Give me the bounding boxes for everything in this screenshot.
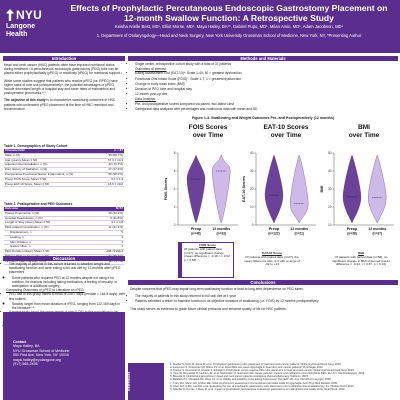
discussion-item: • PEG use in this group lasted a mean of 208.7 days (median = 164.5 days), with few outliers bbox=[9, 292, 125, 300]
reference-item: 2. Langmore S, Krisciunas GP, Miloro KV, et al. Does PEG use cause dysphagia in head and neck cancer patients? Dysphagia. 2012. bbox=[173, 366, 399, 369]
eat-note bbox=[244, 252, 300, 267]
y-tick-label: 30 bbox=[249, 169, 254, 174]
table-value-cell: 42 (73.7%) bbox=[101, 163, 124, 168]
y-axis-label: BMI bbox=[320, 185, 324, 193]
y-tick-label: 6 bbox=[173, 169, 176, 174]
discussion-heading: Discussion bbox=[3, 256, 125, 261]
methods-outcomes-label: Outcomes of Interest: bbox=[135, 67, 167, 72]
violin-plots bbox=[128, 121, 398, 242]
references-panel bbox=[128, 363, 398, 400]
chart-title-line1: BMI bbox=[358, 124, 370, 131]
table-value-cell: 27 (47.4%) bbox=[101, 168, 124, 173]
discussion-sublist bbox=[4, 276, 125, 289]
table-value-cell: 5 bbox=[90, 230, 124, 235]
y-tick-label: 50 bbox=[327, 151, 332, 156]
nyu-langone-logo bbox=[6, 8, 58, 38]
table-value-cell: 9 (11.8%) bbox=[90, 216, 124, 221]
introduction-heading: Introduction bbox=[3, 56, 125, 61]
y-tick-label: 20 bbox=[327, 205, 332, 210]
y-axis-label: EAT-10 Scores bbox=[242, 175, 246, 203]
table-value-cell: 208.7±199.4 bbox=[90, 250, 124, 255]
chart-title-line2: over Time bbox=[192, 132, 224, 139]
demographics-table-header-cell: Characteristic bbox=[4, 149, 101, 153]
x-tick-label: 12 months bbox=[212, 227, 231, 231]
table2-caption: Table 2. Postoperative and PEG Outcomes bbox=[4, 202, 73, 206]
violin-shape bbox=[187, 155, 205, 223]
objective-text: is to characterize swallowing outcomes of HNC patients who underwent pPEG placement at the time of HNC resection and reconstruction. bbox=[4, 98, 116, 111]
y-tick-label: 20 bbox=[249, 187, 254, 192]
intro-paragraph-2: While some studies suggest that patients who receive pPEG (vs. RPEG) have higher rates of tube use postoperatively³, the potential advantages of pPEG include decreased length of hospital stay and lower rates of malnutrition and postoperative pneumonia.⁴·⁵ bbox=[4, 78, 118, 96]
poster-authors: Keisha Arielle Best, MS¹, Elliot Morse, MD¹, Maya Hatley, BA¹*, Gabriel Pupo, MD¹, Milan Amin, MD¹, Adam Jacobson, MD¹ bbox=[115, 24, 343, 29]
y-tick-label: 40 bbox=[327, 169, 332, 174]
y-tick-label: 0 bbox=[173, 223, 176, 228]
table-value-cell: 15 (43.2%) bbox=[90, 211, 124, 216]
methods-analysis-list bbox=[130, 102, 396, 111]
logo-langone-text: Langone bbox=[6, 23, 36, 30]
eat-note-text: Of patients with paired data (n=27), the mean difference was -0.4 with a range of -32 to +14 bbox=[244, 254, 300, 267]
methods-body bbox=[130, 62, 396, 112]
demographics-table-header-cell: n = 37 bbox=[101, 149, 124, 153]
violin-shape bbox=[368, 155, 386, 223]
sample-size-label: (n=33) bbox=[216, 231, 226, 236]
discussion-compare-label: Comparing Outcomes of pPEG to Literature on rPEG: bbox=[6, 288, 85, 293]
table-value-cell: 9.1 ± 4.8 bbox=[90, 221, 124, 226]
eat-note-title: EAT-10 Score bbox=[262, 251, 282, 255]
discussion-item: ◦ Some patients who required PEG at 12 months despite not using it for nutrition, for reasons including taking medication, a feeling of security, or anticipation of additional surgery bbox=[12, 276, 125, 289]
reference-item: 4. Yanni A, Dequanter D, Lechien JR, et al. Malnutrition in head and neck cancer patients: impacts and indications of a prophylactic PEG. Eur Ann Otorhinolaryngol. 2019. bbox=[173, 372, 399, 375]
table-value-cell: 11 (21.1%) bbox=[90, 226, 124, 231]
sample-size-label: (n=122) bbox=[268, 231, 280, 236]
contact-org: NYU Grossman School of Medicine bbox=[13, 348, 70, 353]
bmi-note bbox=[328, 252, 394, 267]
table-label-cell: PEG-related Complication, n (%) bbox=[4, 226, 90, 231]
outcomes-table-header-cell: Outcome bbox=[4, 207, 90, 211]
table-label-cell: Preop FOIS Score, Mean ± SD bbox=[4, 177, 101, 182]
sample-size-label: (n=21) bbox=[294, 231, 304, 236]
discussion-item: ◦ Notably longer than mean duration of rPEG, ranging from 122-169 days in the literature⁸·⁹ bbox=[12, 302, 125, 310]
violin-shape bbox=[212, 155, 230, 223]
table-value-cell: 5.1 ± 1.9 bbox=[101, 177, 124, 182]
y-tick-label: 10 bbox=[327, 223, 332, 228]
poster-title-line2: 12-month Swallow Function: A Retrospective Study bbox=[124, 13, 334, 23]
y-axis-label: FOIS Scores bbox=[164, 177, 168, 201]
contact-heading: Contact bbox=[13, 340, 27, 344]
bmi-note-text: Of patients with paired data (n=58), no significant change in BMI observed (mean difference = -0.24, t = 0.67, p = 0.10) bbox=[332, 254, 390, 267]
references-list bbox=[168, 363, 399, 391]
figure-caption: Figure 1-3. Swallowing and Weight Outcomes Pre- and Postoperatively (12 months) bbox=[191, 116, 335, 120]
reference-item: 6. Belafsky PC, Mouadeb DA, Rees CJ, et al. Validity and reliability of the Eating Assessment Tool (EAT-10). Ann Otol Rhinol Laryngol. 2008. bbox=[173, 378, 399, 381]
table-value-cell: 3 bbox=[90, 235, 124, 240]
fois-note-text: Of patients with paired data (n=27), no significant change (mean difference = -0.18, t = 0.52, p = 0.53) bbox=[184, 246, 231, 263]
table1-caption: Table 1. Demographics of Study Cohort bbox=[4, 144, 68, 148]
table-label-cell: PEG Duration (days), Mean ± SD bbox=[4, 250, 90, 255]
discussion-item: • The majority of patients in this cohort returned to baseline weight and swallowing function and were eating a full oral diet by 12-months after pPEG placement bbox=[9, 262, 125, 275]
discussion-sublist-2 bbox=[4, 302, 125, 310]
contact-email[interactable]: maya.hatley@nyulangone.org bbox=[13, 357, 61, 362]
sample-size-label: (n=37) bbox=[372, 231, 382, 236]
y-tick-label: 30 bbox=[327, 187, 332, 192]
contact-panel bbox=[3, 312, 125, 400]
fois-note-title: FOIS Score bbox=[199, 243, 216, 247]
sample-size-label: (n=38) bbox=[347, 231, 357, 236]
table-row bbox=[4, 182, 124, 187]
intro-paragraph-1: Head and neck cancer (HNC) patients often have impaired nutritional status during treatment.¹ A percutaneous endoscopic gastrostomy (PEG) tube can be placed either prophylactically (pPEG) or reactively (rPEG) for nutritional support.² bbox=[4, 63, 123, 76]
x-tick-label: Preop bbox=[190, 227, 202, 231]
conclusions-body bbox=[130, 287, 396, 314]
violin-shape bbox=[290, 155, 308, 223]
contact-name: Maya Hatley, BA bbox=[13, 344, 40, 349]
reference-item: 3. Kramer S, Newcomb M, Hessler J, Siddiqui F. Prophylactic versus reactive PEG tube placement in head and neck cancer. Otolaryngol Head Neck Surg. 2014. bbox=[173, 369, 399, 372]
x-tick-label: 12 months bbox=[368, 227, 387, 231]
table-label-cell: Prior History of Radiation, n (%) bbox=[4, 168, 101, 173]
table-value-cell: 2 bbox=[90, 240, 124, 245]
table-value-cell: 16.6 ± 10.0 bbox=[101, 182, 124, 187]
bmi-note-title: BMI bbox=[358, 251, 364, 255]
y-tick-label: 2 bbox=[173, 205, 176, 210]
y-tick-label: 4 bbox=[173, 187, 176, 192]
intro-objective bbox=[4, 98, 124, 111]
chart-title-line2: over Time bbox=[270, 132, 302, 139]
demographics-table bbox=[4, 149, 124, 187]
table-label-cell: Preoperative Functional Status: Independent, n (%) bbox=[4, 172, 101, 177]
contact-phone: (917) 565-2436 bbox=[13, 362, 38, 367]
y-tick-label: 0 bbox=[251, 223, 254, 228]
table-label-cell: Displacement, n bbox=[4, 230, 90, 235]
torch-icon bbox=[6, 9, 14, 21]
table-value-cell: 1 bbox=[90, 245, 124, 250]
contact-address: 550 First Ave, New York, NY 10016 bbox=[13, 353, 70, 358]
conclusions-item: • Patients exhibited a return to baseline function in as objective measure of swallowing (i.e. FOIS) by 12 months postoperatively bbox=[135, 299, 396, 303]
table-label-cell: Adjuvant Chemoradiation, n (%) bbox=[4, 163, 101, 168]
methods-item: • Categorical data analyzed with percentages and continuous data with mean and SD bbox=[135, 107, 396, 111]
poster-title-line1: Effects of Prophylactic Percutaneous Endoscopic Gastrostomy Placement on bbox=[70, 3, 388, 13]
conclusions-list bbox=[130, 294, 396, 303]
poster-title bbox=[62, 3, 396, 23]
table-label-cell: Age (years), Mean ± SD bbox=[4, 158, 101, 163]
table-label-cell: Male, n (%) bbox=[4, 153, 101, 158]
fois-note-accent bbox=[179, 243, 182, 277]
reference-item: 8. Chen AM, Li BQ, Lau DH, et al. Evaluating the role of prophylactic gastrostomy tube placement prior to definitive chemoradiotherapy. Int J Radiat Oncol. 2010. bbox=[173, 385, 399, 388]
chart-title-line1: FOIS Scores bbox=[188, 124, 228, 131]
methods-analysis-label: Data Analysis: bbox=[135, 97, 156, 102]
discussion-list-2 bbox=[4, 292, 125, 300]
discussion-list bbox=[4, 262, 125, 275]
table-label-cell: Preop EAT-10 Score, Mean ± SD bbox=[4, 182, 101, 187]
table-value-cell: 67.3 ± 14.3 bbox=[101, 158, 124, 163]
methods-item: • 12-month post-op diet bbox=[135, 92, 396, 96]
table-label-cell: Gastric Ulcer, n bbox=[4, 245, 90, 250]
violin-shape bbox=[265, 155, 283, 223]
logo-nyu-text: NYU bbox=[16, 8, 42, 22]
conclusions-item: • The majority of patients in this study returned to full oral diet at 1 year bbox=[135, 294, 396, 298]
chart-title-line1: EAT-10 Scores bbox=[263, 124, 309, 131]
reference-item: 5. Bossola M. Nutritional interventions in head and neck cancer patients undergoing chemoradiotherapy. Nutrients. 2015. bbox=[173, 375, 399, 378]
y-tick-label: 40 bbox=[249, 151, 254, 156]
y-tick-label: 8 bbox=[173, 151, 176, 156]
objective-label: The objective of this study bbox=[4, 98, 46, 103]
table-value-cell: 56 (98.2%) bbox=[101, 172, 124, 177]
violin-shape bbox=[343, 155, 361, 223]
fois-note bbox=[178, 242, 234, 278]
methods-heading: Methods and Materials bbox=[128, 56, 398, 61]
references-heading: References bbox=[128, 363, 164, 400]
table-label-cell: Hospital Readmission, n (%) bbox=[4, 216, 90, 221]
table-label-cell: Skin Irritation, n bbox=[4, 240, 90, 245]
x-tick-label: Preop bbox=[346, 227, 358, 231]
introduction-body bbox=[4, 63, 124, 114]
conclusions-heading: Conclusions bbox=[128, 280, 398, 285]
y-tick-label: 10 bbox=[249, 205, 254, 210]
conclusions-intro: Despite concerns that pPEG may impair long-term swallowing function or lead to long-term dependence on PEG tubes: bbox=[130, 287, 304, 291]
methods-item: • Single center, retrospective cohort study with a total of 37 patients bbox=[135, 62, 396, 66]
methods-item: • Duration of PEG tube and hospital stay bbox=[135, 87, 396, 91]
reference-item: 7. Crary MA, Mann GD, Groher ME. Initial psychometric assessment of a functional oral intake scale for dysphagia. Arch Phys Med Rehabil. 2005. bbox=[173, 382, 399, 385]
table-label-cell: Postop Pneumonia, n (%) bbox=[4, 211, 90, 216]
table-label-cell: Leaking, n bbox=[4, 235, 90, 240]
reference-item: 9. Silander E, Nyman J, Bove M, et al. Impact of prophylactic percutaneous endoscopic gastrostomy on malnutrition and quality of life. Head Neck. 2012. bbox=[173, 388, 399, 391]
table-value-cell: 35 (68.7%) bbox=[101, 153, 124, 158]
methods-outcomes-list bbox=[130, 71, 396, 96]
methods-item: • Eating Assessment Tool (EAT-10)⁶: Scale 1-40, 40 = greatest dysfunction bbox=[135, 71, 396, 75]
methods-list bbox=[130, 62, 396, 66]
sample-size-label: (n=48) bbox=[191, 231, 201, 236]
contact-details bbox=[13, 340, 70, 366]
reference-item: 1. Mueller S, Gitlin M, Aiona M, et al. Prophylactic gastrostomy tube placement in head and neck cancer patients. Otolaryngol Head Neck Surg. 2015. bbox=[173, 363, 399, 366]
conclusions-closing: This study serves as evidence to guide future clinical protocols and enhance quality of life for HNC patients. bbox=[130, 306, 287, 311]
poster-affiliation: 1. Department of Otolaryngology—Head and Neck Surgery, New York University Grossman School of Medicine, New York, NY, *Presenting Author bbox=[96, 33, 362, 38]
chart-title-line2: over Time bbox=[348, 132, 380, 139]
methods-item: • Functional Oral Intake Scale (FOIS)⁷: Scale 1-7, 1 = greatest dysfunction bbox=[135, 77, 396, 81]
table-label-cell: Length of Stay (days), Mean ± SD bbox=[4, 221, 90, 226]
methods-item: • Change in body mass index (BMI) bbox=[135, 82, 396, 86]
poster-header bbox=[0, 0, 400, 53]
methods-item: • Pre- and postoperative scores compared via paired, two-tailed t-test bbox=[135, 102, 396, 106]
logo-health-text: Health bbox=[6, 31, 28, 38]
x-tick-label: Preop bbox=[268, 227, 280, 231]
outcomes-table-header-cell: N=57 bbox=[90, 207, 124, 211]
x-tick-label: 12 months bbox=[290, 227, 309, 231]
